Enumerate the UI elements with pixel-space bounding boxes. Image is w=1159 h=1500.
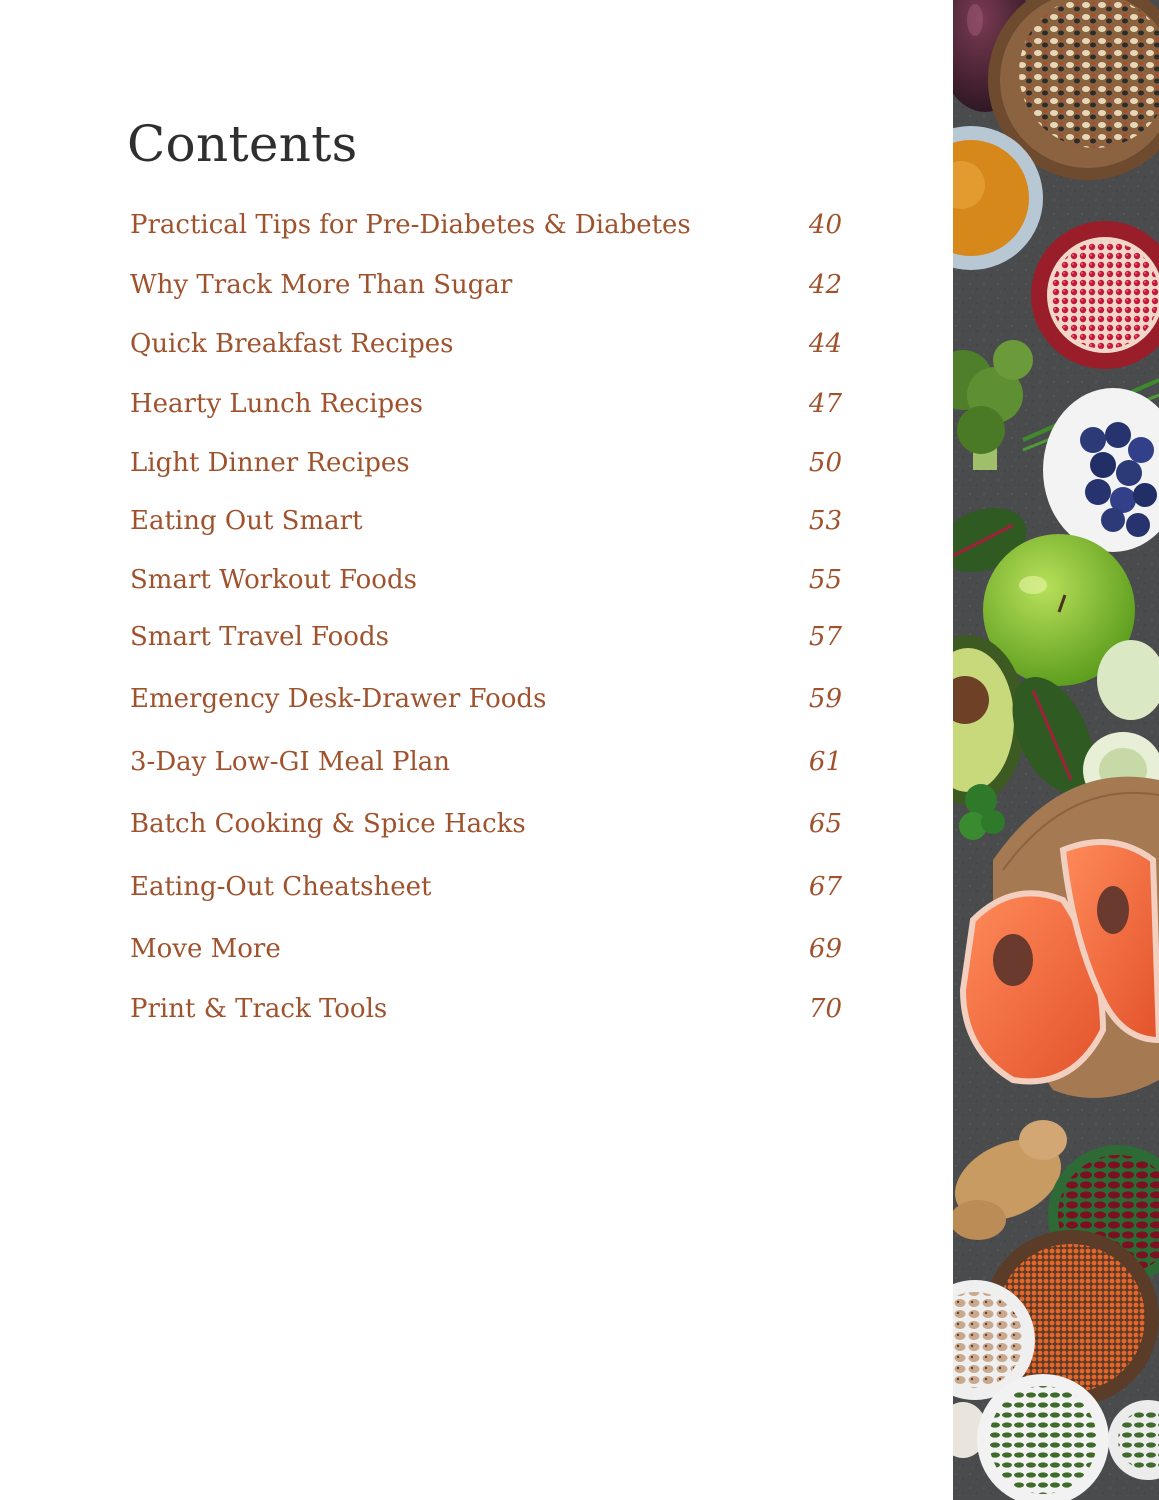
toc-entry-label: 3-Day Low-GI Meal Plan — [130, 747, 451, 777]
toc-entry-label: Quick Breakfast Recipes — [130, 329, 454, 359]
toc-entry[interactable] — [130, 804, 842, 844]
food-photo-strip — [953, 0, 1159, 1500]
toc-entry-page-number: 44 — [808, 329, 842, 359]
toc-entry-label: Eating Out Smart — [130, 506, 363, 536]
toc-entry-label: Smart Workout Foods — [130, 565, 417, 595]
toc-entry[interactable] — [130, 205, 842, 245]
toc-entry-page-number: 47 — [808, 389, 842, 419]
toc-entry[interactable] — [130, 989, 842, 1029]
toc-entry-label: Light Dinner Recipes — [130, 448, 410, 478]
toc-entry-label: Move More — [130, 934, 281, 964]
toc-entry[interactable] — [130, 443, 842, 483]
toc-entry[interactable] — [130, 265, 842, 305]
toc-entry-page-number: 65 — [808, 809, 842, 839]
toc-entry-page-number: 69 — [808, 934, 842, 964]
toc-entry-page-number: 67 — [808, 872, 842, 902]
toc-entry-page-number: 61 — [808, 747, 842, 777]
toc-entry-label: Why Track More Than Sugar — [130, 270, 513, 300]
pumpkin-seeds-bowl-icon — [977, 1374, 1109, 1500]
toc-entry[interactable] — [130, 679, 842, 719]
toc-entry-page-number: 55 — [808, 565, 842, 595]
toc-entry[interactable] — [130, 501, 842, 541]
toc-entry[interactable] — [130, 324, 842, 364]
toc-entry-page-number: 40 — [808, 210, 842, 240]
toc-entry[interactable] — [130, 617, 842, 657]
toc-entry-page-number: 57 — [808, 622, 842, 652]
toc-entry-label: Eating-Out Cheatsheet — [130, 872, 432, 902]
toc-entry-label: Smart Travel Foods — [130, 622, 389, 652]
toc-entry-page-number: 53 — [808, 506, 842, 536]
toc-entry-label: Batch Cooking & Spice Hacks — [130, 809, 526, 839]
toc-entry-page-number: 59 — [808, 684, 842, 714]
toc-entry-label: Print & Track Tools — [130, 994, 388, 1024]
page-title: Contents — [127, 115, 358, 173]
toc-entry-label: Emergency Desk-Drawer Foods — [130, 684, 547, 714]
toc-entry[interactable] — [130, 867, 842, 907]
toc-entry-page-number: 70 — [808, 994, 842, 1024]
toc-entry[interactable] — [130, 560, 842, 600]
toc-entry-label: Hearty Lunch Recipes — [130, 389, 423, 419]
toc-entry-page-number: 42 — [808, 270, 842, 300]
toc-entry-label: Practical Tips for Pre-Diabetes & Diabetes — [130, 210, 691, 240]
toc-entry[interactable] — [130, 742, 842, 782]
toc-entry[interactable] — [130, 384, 842, 424]
toc-entry[interactable] — [130, 929, 842, 969]
toc-entry-page-number: 50 — [808, 448, 842, 478]
